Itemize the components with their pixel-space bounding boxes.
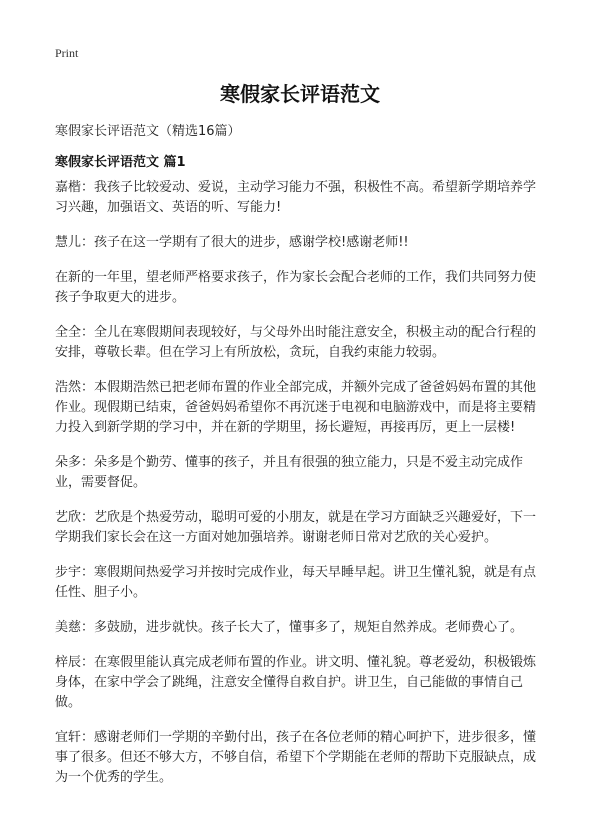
- paragraph-quanquan: 全全：全儿在寒假期间表现较好，与父母外出时能注意安全，积极主动的配合行程的安排，尊敬长辈。但在学习上有所放松，贪玩，自我约束能力较弱。: [55, 325, 537, 360]
- paragraph-duoduo: 朵多：朵多是个勤劳、懂事的孩子，并且有很强的独立能力，只是不爱主动完成作业，需要督促。: [55, 455, 524, 490]
- section-heading: 寒假家长评语范文 篇1: [55, 155, 186, 170]
- document-body: [55, 178, 547, 803]
- paragraph-meici: 美慈：多鼓励，进步就快。孩子长大了，懂事多了，规矩自然养成。老师费心了。: [55, 620, 524, 635]
- paragraph-buyu: 步宇：寒假期间热爱学习并按时完成作业，每天早睡早起。讲卫生懂礼貌，就是有点任性、胆子小。: [55, 565, 537, 600]
- paragraph-yixin: 艺欣：艺欣是个热爱劳动，聪明可爱的小朋友，就是在学习方面缺乏兴趣爱好，下一学期我们家长会在这一方面对她加强培养。谢谢老师日常对艺欣的关心爱护。: [55, 510, 537, 545]
- paragraph-zichen: 梓辰：在寒假里能认真完成老师布置的作业。讲文明、懂礼貌。尊老爱幼，积极锻炼身体，在家中学会了跳绳，注意安全懂得自救自护。讲卫生，自己能做的事情自己做。: [55, 655, 537, 710]
- paragraph-yixuan: 宜轩：感谢老师们一学期的辛勤付出，孩子在各位老师的精心呵护下，进步很多，懂事了很多。但还不够大方，不够自信，希望下个学期能在老师的帮助下克服缺点，成为一个优秀的学生。: [55, 730, 537, 785]
- paragraph-haoran: 浩然：本假期浩然已把老师布置的作业全部完成，并额外完成了爸爸妈妈布置的其他作业。现假期已结束，爸爸妈妈希望你不再沉迷于电视和电脑游戏中，而是将主要精力投入到新学期的学习中，并在新的学期里，扬长避短，再接再厉，更上一层楼!: [55, 380, 537, 435]
- page-title: 寒假家长评语范文: [220, 82, 380, 106]
- print-label: Print: [55, 46, 79, 60]
- paragraph-jiakai: 嘉楷：我孩子比较爱动、爱说，主动学习能力不强，积极性不高。希望新学期培养学习兴趣，加强语文、英语的听、写能力!: [55, 180, 537, 215]
- paragraph-new-year: 在新的一年里，望老师严格要求孩子，作为家长会配合老师的工作，我们共同努力使孩子争取更大的进步。: [55, 270, 537, 305]
- document-subtitle: 寒假家长评语范文（精选16篇）: [55, 124, 241, 139]
- paragraph-huier: 慧儿：孩子在这一学期有了很大的进步，感谢学校!感谢老师!!: [55, 235, 409, 250]
